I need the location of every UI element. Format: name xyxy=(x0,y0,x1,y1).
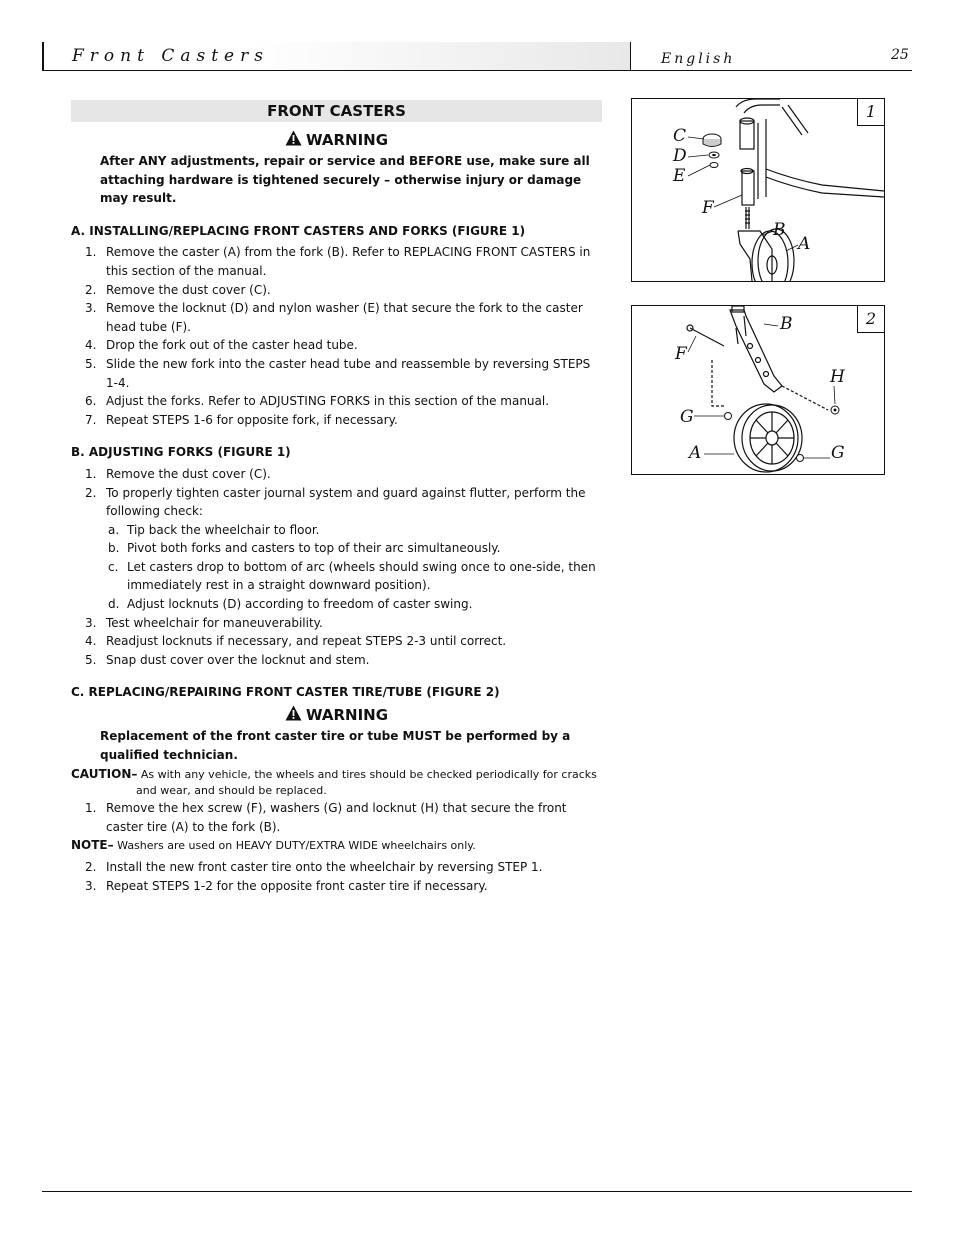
item-number: 5. xyxy=(85,652,97,667)
item-text: Let casters drop to bottom of arc (wheels should swing once to one-side, then immediately rest in a straight downward position). xyxy=(127,559,596,593)
page-number: 25 xyxy=(891,47,909,63)
list-item xyxy=(71,877,602,896)
subsection-heading-b: B. ADJUSTING FORKS (FIGURE 1) xyxy=(71,445,291,460)
figure-1-label-b: B xyxy=(773,220,786,240)
item-number: 3. xyxy=(85,879,97,893)
item-text: Remove the locknut (D) and nylon washer (E) that secure the fork to the caster head tube (F). xyxy=(106,301,583,334)
note xyxy=(71,837,602,854)
caution-text: As with any vehicle, the wheels and tires should be checked periodically for cracks and wear, and should be replaced. xyxy=(136,768,597,798)
list-item xyxy=(71,595,602,614)
item-text: Readjust locknuts if necessary, and repeat STEPS 2-3 until correct. xyxy=(106,634,507,649)
running-title: Front Casters xyxy=(72,46,269,66)
note-label: NOTE– xyxy=(71,838,114,853)
list-item xyxy=(71,281,602,300)
list-item xyxy=(71,614,602,633)
figure-number: 1 xyxy=(857,99,884,126)
list-item xyxy=(71,299,602,336)
item-text: Repeat STEPS 1-2 for the opposite front caster tire if necessary. xyxy=(106,879,488,893)
note-text: Washers are used on HEAVY DUTY/EXTRA WIDE wheelchairs only. xyxy=(117,839,476,853)
figure-2-label-a: A xyxy=(689,443,702,463)
figure-2-label-g: G xyxy=(831,443,845,463)
item-text: Remove the dust cover (C). xyxy=(106,282,271,297)
item-number: a. xyxy=(108,522,120,537)
warning-label: WARNING xyxy=(305,706,389,725)
warning-label: WARNING xyxy=(305,131,389,149)
section-title: FRONT CASTERS xyxy=(71,100,602,122)
warning-triangle-icon xyxy=(285,705,302,721)
item-text: Repeat STEPS 1-6 for opposite fork, if necessary. xyxy=(106,412,398,427)
caution-label: CAUTION– xyxy=(71,767,138,782)
warning-text: After ANY adjustments, repair or service and BEFORE use, make sure all attaching hardware is tightened securely – otherwise injury or damage may result. xyxy=(100,154,590,206)
language-label: English xyxy=(661,51,736,67)
item-number: 6. xyxy=(85,394,97,409)
item-text: Remove the caster (A) from the fork (B). Refer to REPLACING FRONT CASTERS in this section of the manual. xyxy=(106,245,591,278)
item-number: 3. xyxy=(85,615,97,630)
item-text: Tip back the wheelchair to floor. xyxy=(127,522,320,537)
item-number: 4. xyxy=(85,634,97,649)
figure-2-label-g: G xyxy=(680,407,694,427)
figure-1 xyxy=(631,98,885,282)
list-item xyxy=(71,632,602,651)
list-item xyxy=(71,521,602,540)
list-item xyxy=(71,539,602,558)
list-item xyxy=(71,392,602,411)
subsection-heading-a: A. INSTALLING/REPLACING FRONT CASTERS AND FORKS (FIGURE 1) xyxy=(71,223,526,238)
figure-1-label-e: E xyxy=(673,166,686,186)
header-divider xyxy=(630,42,631,71)
item-number: 1. xyxy=(85,245,97,260)
item-text: Pivot both forks and casters to top of their arc simultaneously. xyxy=(127,541,501,556)
item-number: 4. xyxy=(85,338,97,353)
figure-1-label-f: F xyxy=(702,198,714,218)
item-number: 2. xyxy=(85,860,97,875)
figure-2-label-h: H xyxy=(830,367,845,387)
figure-2-label-b: B xyxy=(780,314,793,334)
warning-text-c: Replacement of the front caster tire or tube MUST be performed by a qualified technician. xyxy=(100,729,571,762)
item-text: Install the new front caster tire onto the wheelchair by reversing STEP 1. xyxy=(106,860,543,875)
item-number: 2. xyxy=(85,282,97,297)
caster-wheel-exploded-drawing xyxy=(632,306,884,474)
figure-1-label-d: D xyxy=(673,146,687,166)
list-item xyxy=(71,411,602,430)
list-item xyxy=(71,243,602,280)
list-item xyxy=(71,336,602,355)
item-text: Adjust the forks. Refer to ADJUSTING FORKS in this section of the manual. xyxy=(106,394,550,409)
item-number: 3. xyxy=(85,301,97,316)
substeps-list-b xyxy=(71,521,602,614)
steps-list-b xyxy=(71,465,602,521)
item-text: Snap dust cover over the locknut and stem. xyxy=(106,652,370,667)
item-number: 5. xyxy=(85,356,97,371)
item-number: 7. xyxy=(85,412,97,427)
subsection-heading-c: C. REPLACING/REPAIRING FRONT CASTER TIRE/TUBE (FIGURE 2) xyxy=(71,685,500,700)
item-text: Drop the fork out of the caster head tube. xyxy=(106,338,358,353)
footer-rule xyxy=(42,1191,912,1192)
warning-heading xyxy=(71,130,602,150)
figure-1-label-c: C xyxy=(673,126,687,146)
steps-list-a xyxy=(71,243,602,429)
warning-heading-c xyxy=(71,705,602,725)
list-item xyxy=(71,651,602,670)
warning-triangle-icon xyxy=(285,130,302,146)
steps-list-b-continued xyxy=(71,614,602,670)
figure-1-label-a: A xyxy=(798,234,811,254)
item-text: Slide the new fork into the caster head tube and reassemble by reversing STEPS 1-4. xyxy=(106,356,591,390)
item-text: Adjust locknuts (D) according to freedom of caster swing. xyxy=(127,597,473,612)
list-item: 1. Remove the hex screw (F), washers (G) and locknut (H) that secure the front caster tire (A) to the fork (B). xyxy=(85,801,567,834)
item-number: c. xyxy=(108,559,119,574)
item-number: b. xyxy=(108,541,120,556)
caution-note xyxy=(71,766,602,799)
list-item xyxy=(71,355,602,392)
figure-number: 2 xyxy=(857,306,884,333)
steps-list-c xyxy=(71,799,602,836)
main-content xyxy=(71,100,602,896)
item-text: Test wheelchair for maneuverability. xyxy=(106,615,323,630)
header-rule xyxy=(42,70,912,71)
list-item: 1. Remove the dust cover (C). xyxy=(85,466,271,481)
list-item xyxy=(71,858,602,877)
list-item: 2. To properly tighten caster journal system and guard against flutter, perform the following check: xyxy=(85,485,586,519)
caster-fork-exploded-drawing xyxy=(632,99,884,281)
header-left-rule xyxy=(42,42,44,71)
item-number: d. xyxy=(108,597,120,612)
figure-2 xyxy=(631,305,885,475)
figure-2-label-f: F xyxy=(675,344,687,364)
steps-list-c-continued xyxy=(71,858,602,895)
list-item xyxy=(71,558,602,595)
